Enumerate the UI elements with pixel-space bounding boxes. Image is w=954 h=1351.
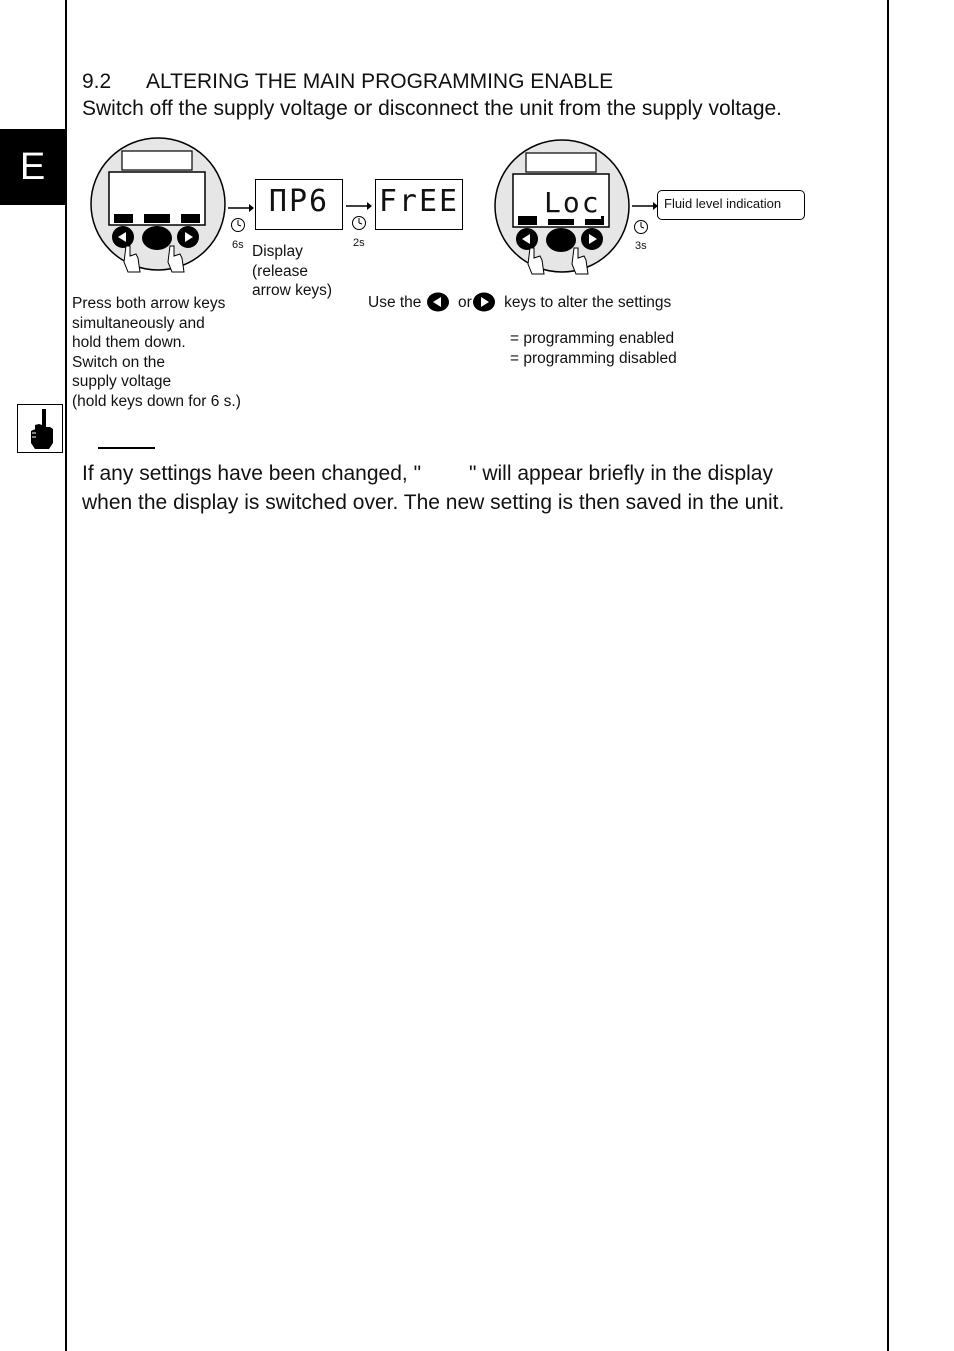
note-underline bbox=[98, 447, 155, 449]
language-tab: E bbox=[0, 129, 65, 205]
instruction-line: Press both arrow keys bbox=[72, 295, 226, 312]
timer-label-6s: 6s bbox=[232, 239, 244, 251]
display-panel-free bbox=[375, 179, 463, 230]
section-intro: Switch off the supply voltage or disconnect the unit from the supply voltage. bbox=[82, 97, 783, 120]
pointing-hand-icon bbox=[18, 405, 62, 452]
note-line-1-end: " will appear briefly in the display bbox=[469, 462, 773, 485]
note-line-1 bbox=[82, 459, 784, 488]
instruction-line: Switch on the bbox=[72, 353, 166, 371]
timer-label-3s: 3s bbox=[635, 240, 647, 252]
right-arrow-key-icon bbox=[472, 292, 496, 312]
option-disabled: = programming disabled bbox=[510, 350, 677, 367]
use-keys-instruction bbox=[368, 292, 671, 313]
use-keys-prefix: Use the bbox=[368, 294, 422, 311]
arrow-right-icon bbox=[346, 200, 372, 212]
display-caption-line: arrow keys) bbox=[252, 282, 333, 299]
display-panel-mpb bbox=[255, 179, 343, 230]
display-caption-line: Display bbox=[252, 243, 303, 260]
note-line-2: when the display is switched over. The new setting is then saved in the unit. bbox=[82, 491, 785, 514]
section-number: 9.2 bbox=[82, 70, 112, 93]
timer-label-2s: 2s bbox=[353, 237, 365, 249]
use-keys-or: or bbox=[458, 294, 472, 311]
arrow-right-icon bbox=[632, 200, 658, 212]
display-readout-free: FrEE bbox=[378, 184, 460, 219]
page-right-border bbox=[887, 0, 889, 1351]
clock-icon bbox=[633, 219, 649, 235]
step1-instructions bbox=[72, 294, 241, 411]
instruction-line: supply voltage bbox=[72, 373, 172, 390]
section-title: ALTERING THE MAIN PROGRAMMING ENABLE bbox=[146, 70, 614, 93]
note-text bbox=[82, 459, 784, 517]
device-illustration-step1 bbox=[86, 134, 230, 276]
fluid-level-indication-box: Fluid level indication bbox=[657, 190, 805, 220]
section-heading bbox=[82, 70, 613, 94]
instruction-line: (hold keys down for 6 s.) bbox=[72, 392, 241, 410]
display-caption bbox=[252, 242, 332, 301]
clock-icon bbox=[351, 215, 367, 231]
display-caption-line: (release bbox=[252, 262, 308, 280]
display-readout-loc: Loc bbox=[544, 186, 601, 219]
clock-icon bbox=[230, 217, 246, 233]
note-line-1-start: If any settings have been changed, " bbox=[82, 462, 422, 485]
use-keys-suffix: keys to alter the settings bbox=[504, 294, 672, 311]
page-left-border bbox=[65, 0, 67, 1351]
option-enabled: = programming enabled bbox=[510, 330, 675, 347]
left-arrow-key-icon bbox=[426, 292, 450, 312]
arrow-right-icon bbox=[228, 202, 254, 214]
display-readout-mpb: ΠP6 bbox=[268, 184, 330, 219]
instruction-line: hold them down. bbox=[72, 334, 186, 351]
note-icon-box bbox=[17, 404, 63, 453]
instruction-line: simultaneously and bbox=[72, 314, 205, 332]
